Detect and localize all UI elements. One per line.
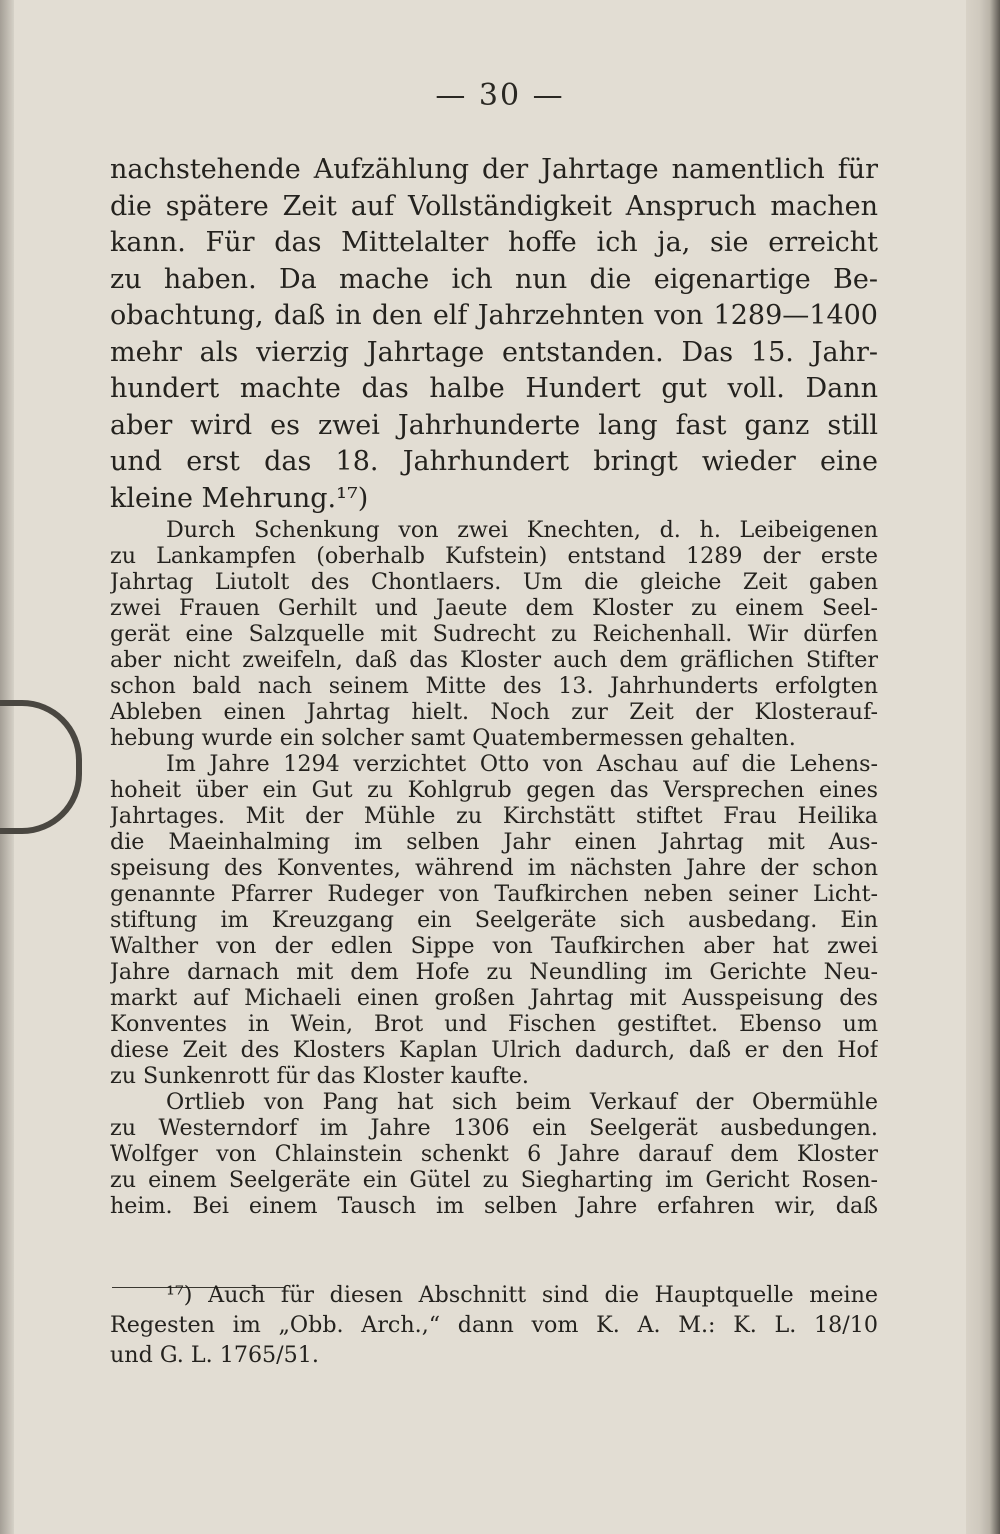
text-line: kann. Für das Mittelalter hoffe ich ja, sie erreicht (110, 227, 878, 258)
text-line: Ableben einen Jahrtag hielt. Noch zur Zeit der Klosterauf- (110, 699, 878, 725)
text-line: die Maeinhalming im selben Jahr einen Jahrtag mit Aus- (110, 829, 878, 855)
text-line: Jahre darnach mit dem Hofe zu Neundling im Gerichte Neu- (110, 959, 878, 985)
text-line: nachstehende Aufzählung der Jahrtage namentlich für (110, 154, 878, 185)
text-line: Durch Schenkung von zwei Knechten, d. h. Leibeigenen (166, 517, 878, 543)
text-line: zu haben. Da mache ich nun die eigenartige Be- (110, 263, 878, 295)
text-line: hundert machte das halbe Hundert gut voll. Dann (110, 373, 878, 404)
text-line: genannte Pfarrer Rudeger von Taufkirchen neben seiner Licht- (110, 881, 878, 907)
text-line: diese Zeit des Klosters Kaplan Ulrich dadurch, daß er den Hof (110, 1037, 878, 1063)
text-line: heim. Bei einem Tausch im selben Jahre erfahren wir, daß (110, 1193, 878, 1219)
text-line: zu Sunkenrott für das Kloster kaufte. (110, 1063, 529, 1089)
text-line: Im Jahre 1294 verzichtet Otto von Aschau auf die Lehens- (166, 751, 878, 777)
text-line: Konventes in Wein, Brot und Fischen gestiftet. Ebenso um (110, 1011, 878, 1037)
text-line: zwei Frauen Gerhilt und Jaeute dem Kloster zu einem Seel- (110, 595, 878, 621)
text-line: mehr als vierzig Jahrtage entstanden. Das 15. Jahr- (110, 336, 878, 368)
text-line: aber wird es zwei Jahrhunderte lang fast ganz still (110, 409, 878, 441)
paragraph-3 (110, 751, 878, 1089)
footnote-line: ¹⁷) Auch für diesen Abschnitt sind die Hauptquelle meine (166, 1282, 878, 1308)
text-line: kleine Mehrung.¹⁷) (110, 482, 369, 514)
text-line: schon bald nach seinem Mitte des 13. Jahrhunderts erfolgten (110, 673, 878, 699)
text-line: Wolfger von Chlainstein schenkt 6 Jahre darauf dem Kloster (110, 1141, 878, 1167)
text-line: aber nicht zweifeln, daß das Kloster auch dem gräflichen Stifter (110, 647, 878, 673)
main-text (110, 152, 878, 1219)
page-edge (966, 0, 1000, 1534)
text-line: markt auf Michaeli einen großen Jahrtag mit Ausspeisung des (110, 985, 878, 1011)
text-line: gerät eine Salzquelle mit Sudrecht zu Reichenhall. Wir dürfen (110, 621, 878, 647)
text-line: zu Lankampfen (oberhalb Kufstein) entstand 1289 der erste (110, 543, 878, 569)
book-clasp (0, 700, 82, 834)
text-line: speisung des Konventes, während im nächsten Jahre der schon (110, 855, 878, 881)
text-line: Jahrtages. Mit der Mühle zu Kirchstätt stiftet Frau Heilika (110, 803, 878, 829)
footnote (110, 1280, 878, 1370)
text-line: obachtung, daß in den elf Jahrzehnten von 1289—1400 (110, 300, 878, 331)
text-line: Ortlieb von Pang hat sich beim Verkauf der Obermühle (166, 1089, 878, 1115)
footnote-line: Regesten im „Obb. Arch.,“ dann vom K. A. M.: K. L. 18/10 (110, 1312, 878, 1338)
footnote-line: und G. L. 1765/51. (110, 1342, 319, 1368)
paragraph-4 (110, 1089, 878, 1219)
text-line: Jahrtag Liutolt des Chontlaers. Um die gleiche Zeit gaben (110, 569, 878, 595)
text-line: zu Westerndorf im Jahre 1306 ein Seelgerät ausbedungen. (110, 1115, 878, 1141)
paragraph-2 (110, 517, 878, 751)
page-number: — 30 — (435, 78, 565, 113)
text-line: hoheit über ein Gut zu Kohlgrub gegen das Versprechen eines (110, 777, 878, 803)
text-line: stiftung im Kreuzgang ein Seelgeräte sich ausbedang. Ein (110, 907, 878, 933)
text-line: zu einem Seelgeräte ein Gütel zu Siegharting im Gericht Rosen- (110, 1167, 878, 1193)
paragraph-1 (110, 152, 878, 517)
text-line: hebung wurde ein solcher samt Quatembermessen gehalten. (110, 725, 796, 751)
text-line: die spätere Zeit auf Vollständigkeit Anspruch machen (110, 190, 878, 222)
text-line: und erst das 18. Jahrhundert bringt wieder eine (110, 446, 878, 477)
text-line: Walther von der edlen Sippe von Taufkirchen aber hat zwei (110, 933, 878, 959)
